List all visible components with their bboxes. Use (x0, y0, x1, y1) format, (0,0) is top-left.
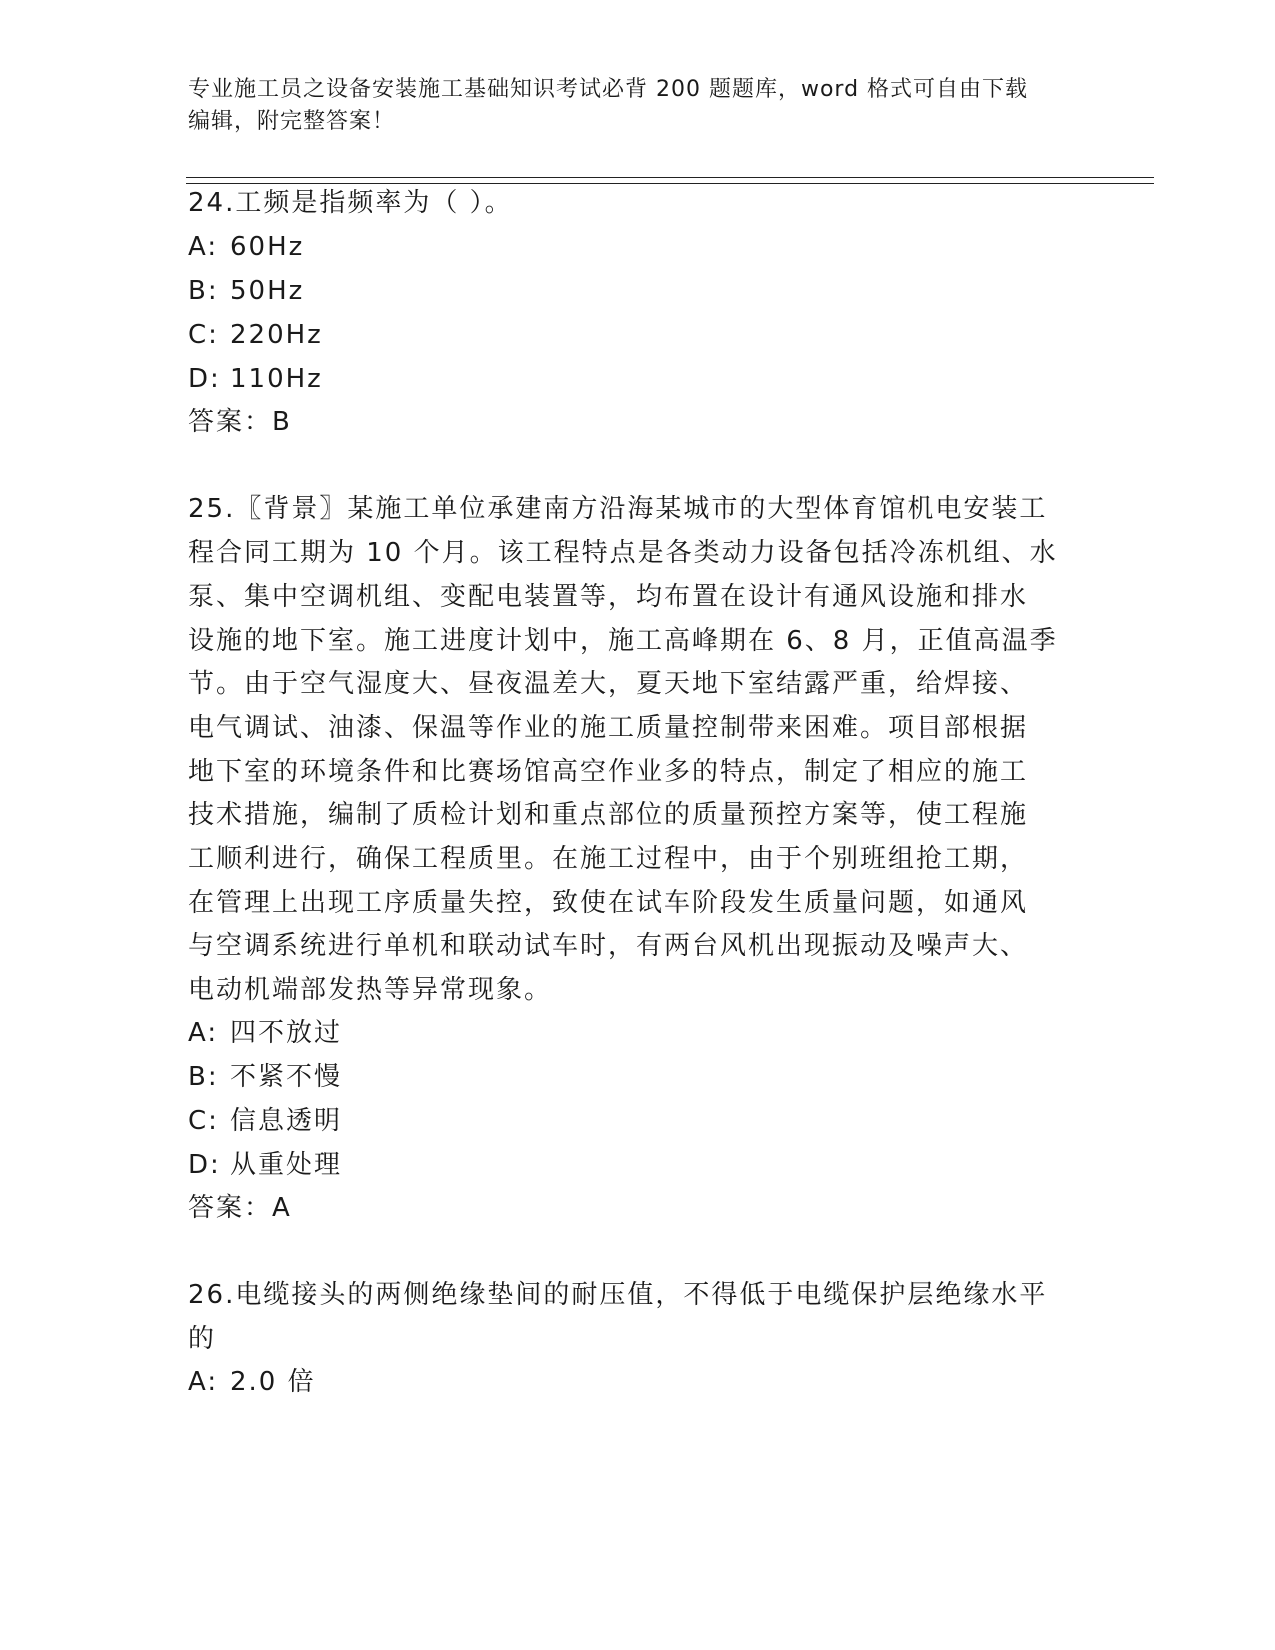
header-divider-top (186, 177, 1154, 178)
question-26-stem-line: 的 (188, 1324, 217, 1354)
question-25-stem-line: 设施的地下室。施工进度计划中，施工高峰期在 6、8 月，正值高温季 (188, 626, 1058, 656)
option-label: C: (188, 1106, 219, 1136)
question-24-option-b (188, 274, 304, 308)
question-26-option-a (188, 1365, 316, 1399)
question-25-stem-line: 电动机端部发热等异常现象。 (188, 975, 553, 1005)
question-25-stem-line: 在管理上出现工序质量失控，致使在试车阶段发生质量问题，如通风 (188, 888, 1029, 918)
option-label: B: (188, 1062, 219, 1092)
option-label: A: (188, 1367, 219, 1397)
option-label: C: (188, 320, 219, 350)
question-25-answer: 答案：A (188, 1193, 292, 1223)
question-26-stem-line: 26.电缆接头的两侧绝缘垫间的耐压值，不得低于电缆保护层绝缘水平 (188, 1280, 1048, 1310)
option-text: 110Hz (230, 364, 323, 394)
option-label: B: (188, 276, 219, 306)
question-25-option-c (188, 1104, 342, 1138)
question-25-stem-line: 工顺利进行，确保工程质里。在施工过程中，由于个别班组抢工期， (188, 844, 1029, 874)
question-24-option-a (188, 230, 304, 264)
question-24-option-d (188, 362, 323, 396)
header-divider-bottom (186, 183, 1154, 184)
option-label: A: (188, 232, 219, 262)
header-line-1: 专业施工员之设备安装施工基础知识考试必背 200 题题库，word 格式可自由下载 (188, 77, 1029, 102)
document-header (188, 74, 1088, 138)
option-text: 50Hz (230, 276, 305, 306)
question-25-option-b (188, 1060, 342, 1094)
question-24-stem: 24.工频是指频率为（ ）。 (188, 188, 513, 218)
option-text: 220Hz (230, 320, 323, 350)
question-25-stem-line: 泵、集中空调机组、变配电装置等，均布置在设计有通风设施和排水 (188, 582, 1029, 612)
option-label: A: (188, 1018, 219, 1048)
question-25-stem-line: 25.〖背景〗某施工单位承建南方沿海某城市的大型体育馆机电安装工 (188, 494, 1048, 524)
option-label: D: (188, 1150, 221, 1180)
option-text: 从重处理 (230, 1150, 343, 1180)
header-line-2: 编辑，附完整答案！ (188, 109, 396, 134)
option-label: D: (188, 364, 221, 394)
question-25-stem-line: 与空调系统进行单机和联动试车时，有两台风机出现振动及噪声大、 (188, 931, 1029, 961)
option-text: 四不放过 (230, 1018, 343, 1048)
question-25-stem-line: 电气调试、油漆、保温等作业的施工质量控制带来困难。项目部根据 (188, 713, 1029, 743)
question-25-option-a (188, 1016, 342, 1050)
option-text: 信息透明 (230, 1106, 343, 1136)
question-24-option-c (188, 318, 323, 352)
question-24-answer: 答案：B (188, 407, 292, 437)
question-25-stem-line: 技术措施，编制了质检计划和重点部位的质量预控方案等，使工程施 (188, 800, 1029, 830)
option-text: 60Hz (230, 232, 305, 262)
option-text: 2.0 倍 (230, 1367, 316, 1397)
question-25-option-d (188, 1148, 342, 1182)
option-text: 不紧不慢 (230, 1062, 343, 1092)
question-25-stem-line: 节。由于空气湿度大、昼夜温差大，夏天地下室结露严重，给焊接、 (188, 669, 1029, 699)
question-25-stem-line: 程合同工期为 10 个月。该工程特点是各类动力设备包括冷冻机组、水 (188, 538, 1058, 568)
question-25-stem-line: 地下室的环境条件和比赛场馆高空作业多的特点，制定了相应的施工 (188, 757, 1029, 787)
